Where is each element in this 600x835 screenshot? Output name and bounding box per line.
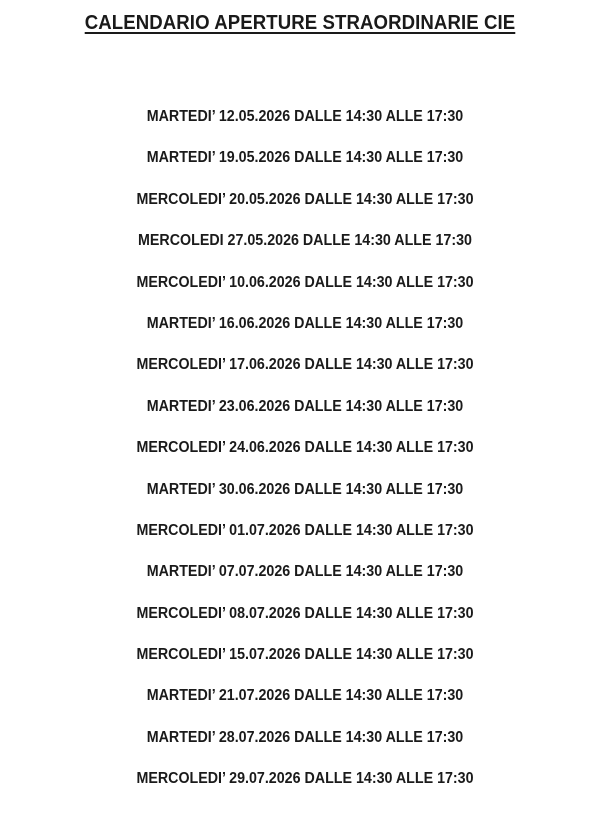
schedule-entry: MARTEDI’ 28.07.2026 DALLE 14:30 ALLE 17:30: [146, 728, 464, 746]
schedule-entry: MERCOLEDI’ 17.06.2026 DALLE 14:30 ALLE 17:30: [136, 356, 474, 374]
schedule-entry: MARTEDI’ 23.06.2026 DALLE 14:30 ALLE 17:30: [146, 397, 464, 415]
schedule-entry: MARTEDI’ 21.07.2026 DALLE 14:30 ALLE 17:30: [146, 687, 464, 705]
schedule-entry: MARTEDI’ 16.06.2026 DALLE 14:30 ALLE 17:30: [146, 314, 464, 332]
schedule-entry: MERCOLEDI’ 01.07.2026 DALLE 14:30 ALLE 17:30: [136, 521, 474, 539]
schedule-entry: MERCOLEDI 27.05.2026 DALLE 14:30 ALLE 17:30: [138, 232, 472, 250]
schedule-entry: MARTEDI’ 12.05.2026 DALLE 14:30 ALLE 17:30: [146, 108, 464, 125]
schedule-entry: MERCOLEDI’ 24.06.2026 DALLE 14:30 ALLE 17:30: [136, 439, 474, 457]
schedule-entry: MERCOLEDI’ 10.06.2026 DALLE 14:30 ALLE 17:30: [136, 273, 474, 291]
schedule-entry: MARTEDI’ 30.06.2026 DALLE 14:30 ALLE 17:30: [146, 480, 464, 498]
schedule-entry: MERCOLEDI’ 20.05.2026 DALLE 14:30 ALLE 17:30: [136, 190, 474, 208]
schedule-entry: MERCOLEDI’ 29.07.2026 DALLE 14:30 ALLE 17:30: [136, 770, 474, 788]
document-title: CALENDARIO APERTURE STRAORDINARIE CIE: [84, 12, 516, 34]
schedule-entry: MERCOLEDI’ 08.07.2026 DALLE 14:30 ALLE 17:30: [136, 604, 474, 622]
schedule-entry: MARTEDI’ 07.07.2026 DALLE 14:30 ALLE 17:30: [146, 563, 464, 581]
opening-schedule-list: [0, 106, 600, 810]
schedule-entry: MARTEDI’ 19.05.2026 DALLE 14:30 ALLE 17:30: [146, 149, 464, 167]
schedule-entry: MERCOLEDI’ 15.07.2026 DALLE 14:30 ALLE 17:30: [136, 646, 474, 664]
